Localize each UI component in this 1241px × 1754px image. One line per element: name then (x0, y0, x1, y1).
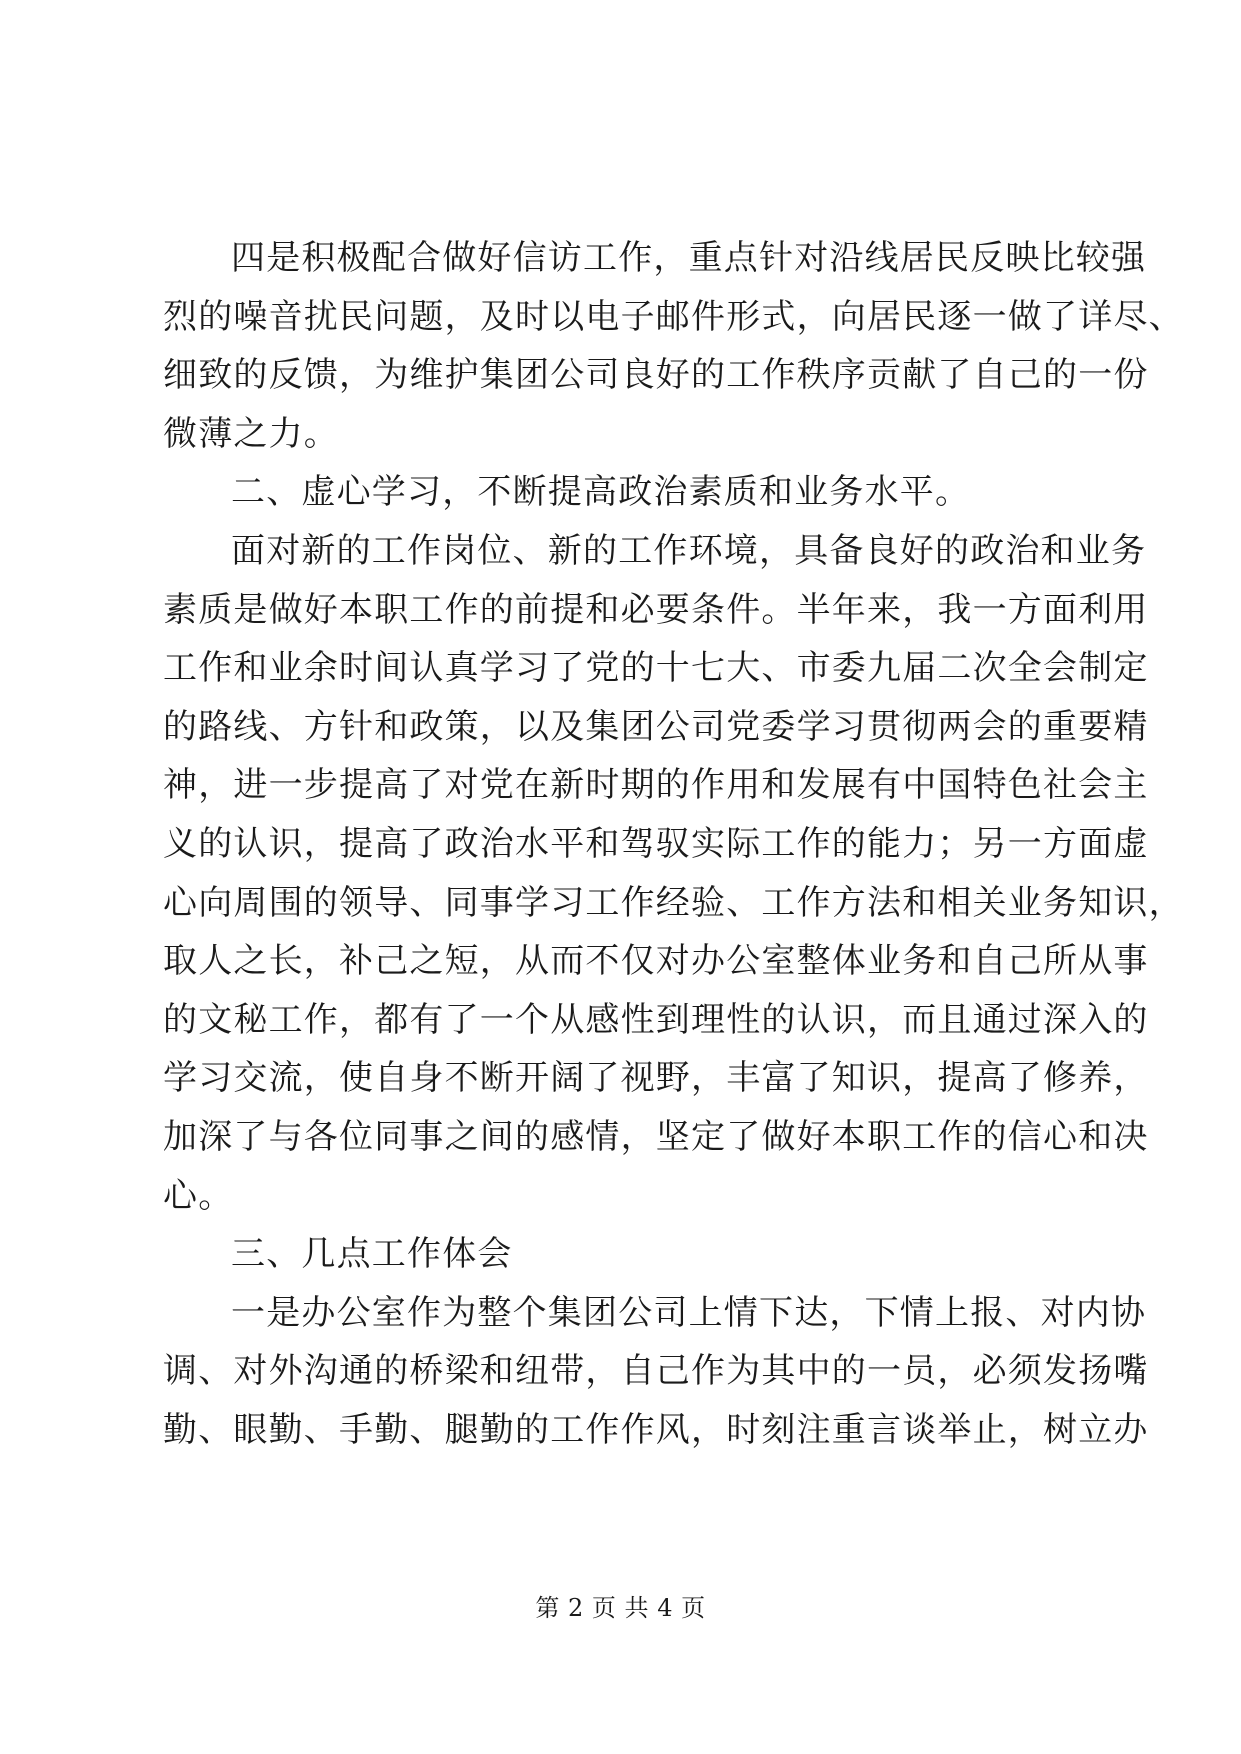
text-line: 取人之长，补己之短，从而不仅对办公室整体业务和自己所从事 (163, 941, 1149, 982)
text-line: 细致的反馈，为维护集团公司良好的工作秩序贡献了自己的一份 (163, 355, 1149, 396)
text-line: 二、虚心学习，不断提高政治素质和业务水平。 (231, 472, 971, 513)
text-line: 勤、眼勤、手勤、腿勤的工作作风，时刻注重言谈举止，树立办 (163, 1409, 1149, 1450)
text-line: 一是办公室作为整个集团公司上情下达，下情上报、对内协 (231, 1292, 1147, 1333)
document-body (163, 229, 1184, 1459)
text-line: 学习交流，使自身不断开阔了视野，丰富了知识，提高了修养， (163, 1058, 1149, 1099)
text-line: 心。 (163, 1175, 234, 1216)
text-line: 烈的噪音扰民问题，及时以电子邮件形式，向居民逐一做了详尽、 (163, 296, 1184, 337)
text-line: 素质是做好本职工作的前提和必要条件。半年来，我一方面利用 (163, 589, 1149, 630)
text-line: 四是积极配合做好信访工作，重点针对沿线居民反映比较强 (231, 238, 1147, 278)
text-line: 义的认识，提高了政治水平和驾驭实际工作的能力；另一方面虚 (163, 823, 1149, 864)
text-line: 的文秘工作，都有了一个从感性到理性的认识，而且通过深入的 (163, 999, 1149, 1040)
text-line: 调、对外沟通的桥梁和纽带，自己作为其中的一员，必须发扬嘴 (163, 1351, 1149, 1392)
text-line: 工作和业余时间认真学习了党的十七大、市委九届二次全会制定 (163, 648, 1149, 689)
text-line: 的路线、方针和政策，以及集团公司党委学习贯彻两会的重要精 (163, 706, 1149, 747)
text-line: 面对新的工作岗位、新的工作环境，具备良好的政治和业务 (231, 530, 1147, 571)
page-footer: 第 2 页 共 4 页 (535, 1594, 706, 1622)
text-line: 心向周围的领导、同事学习工作经验、工作方法和相关业务知识， (163, 882, 1184, 923)
text-line: 微薄之力。 (163, 413, 339, 454)
text-line: 神，进一步提高了对党在新时期的作用和发展有中国特色社会主 (163, 765, 1149, 806)
text-line: 加深了与各位同事之间的感情，坚定了做好本职工作的信心和决 (163, 1116, 1149, 1157)
text-line: 三、几点工作体会 (231, 1234, 513, 1275)
